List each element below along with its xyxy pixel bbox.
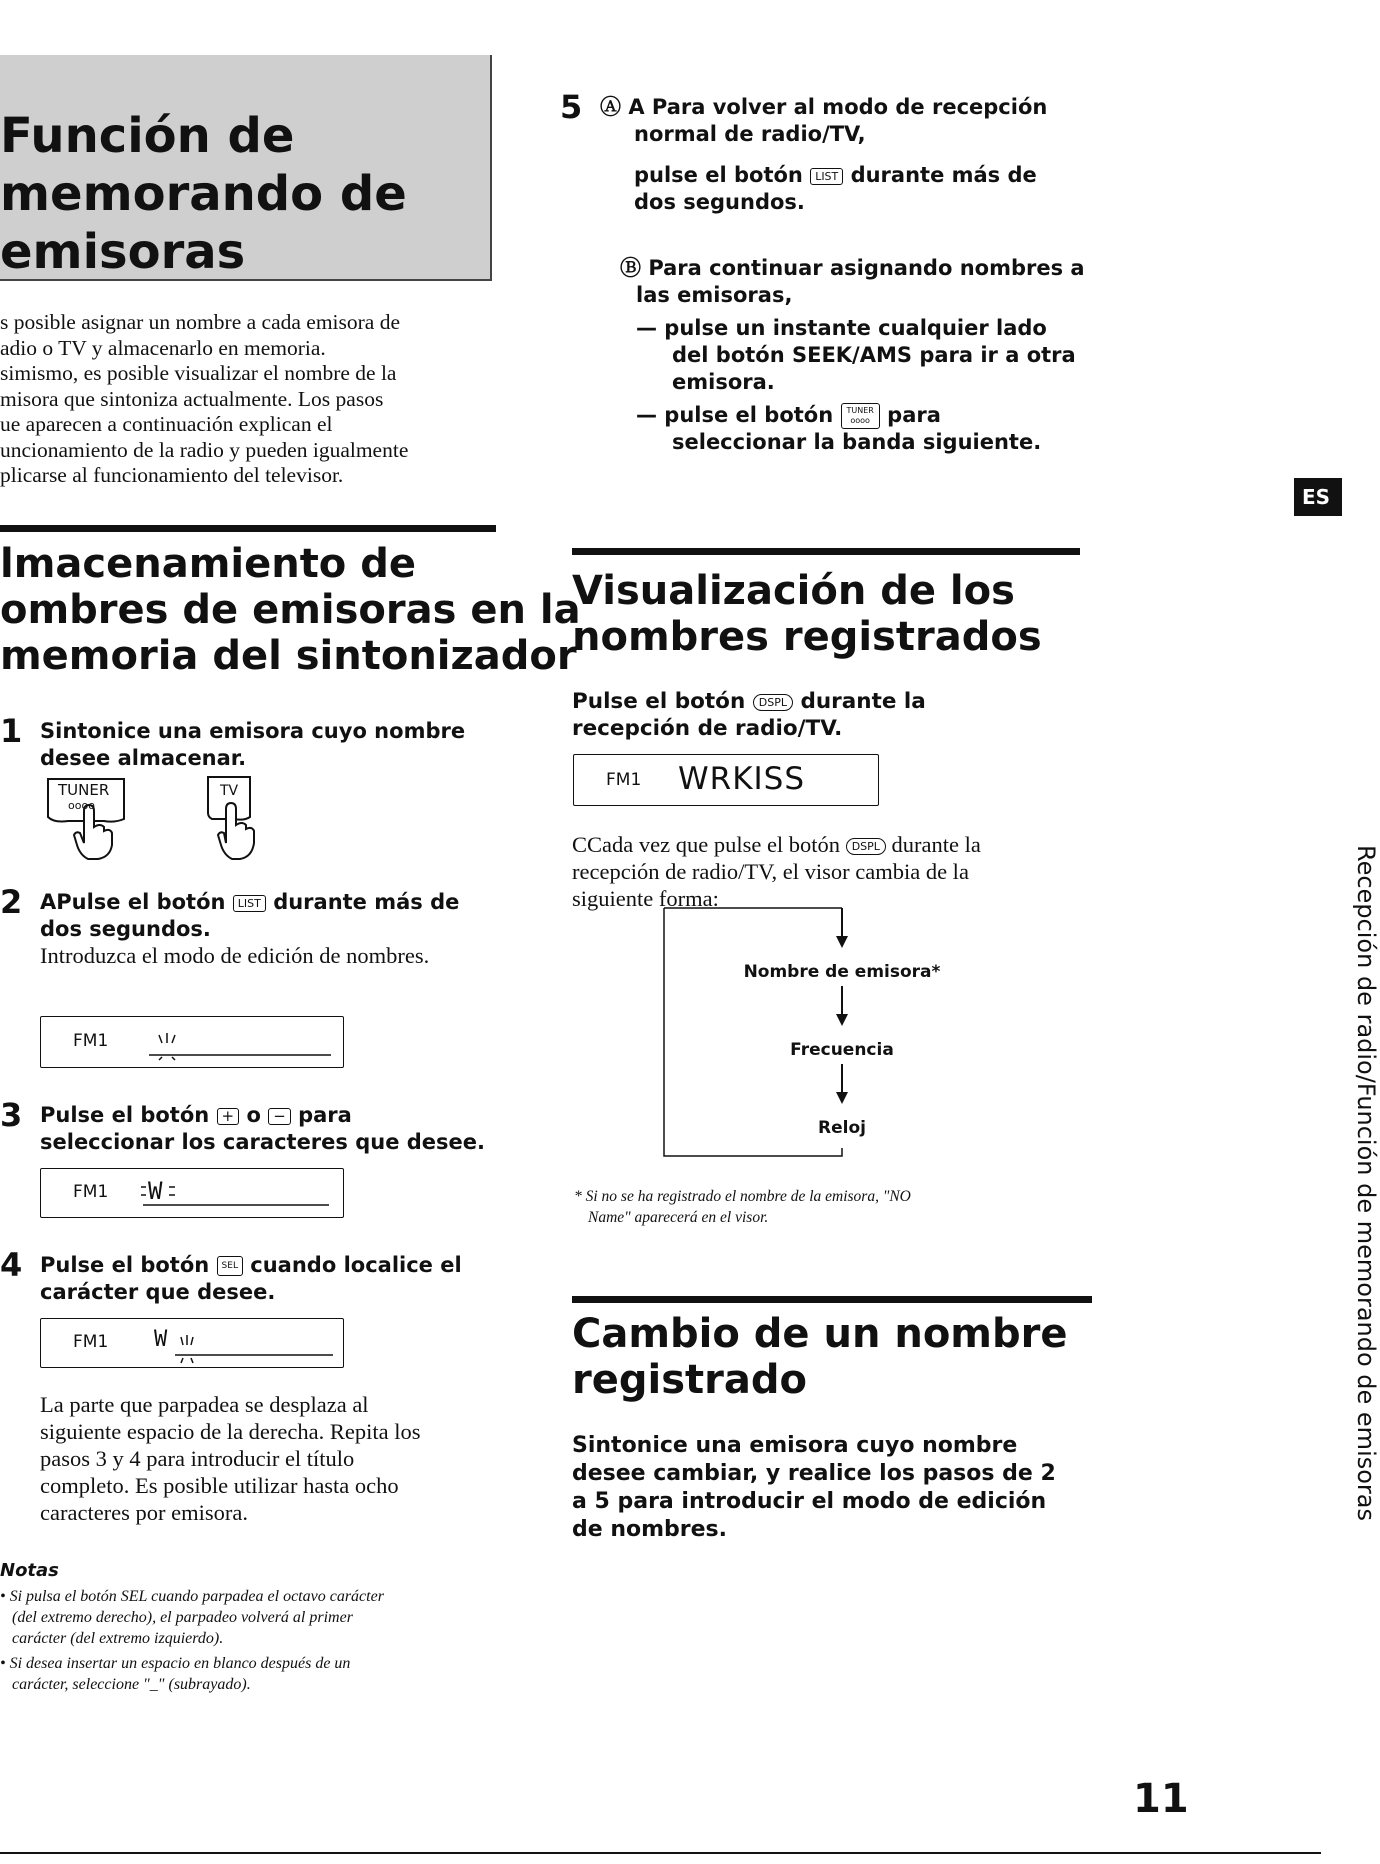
step-number-4: 4 bbox=[0, 1246, 23, 1284]
view-desc-text: durante la bbox=[891, 832, 981, 857]
step4-desc-line: pasos 3 y 4 para introducir el título bbox=[40, 1446, 355, 1471]
circled-b-icon: Ⓑ bbox=[620, 256, 641, 280]
step5a-text: pulse el botón bbox=[634, 163, 803, 187]
step5a-line: A Para volver al modo de recepción bbox=[628, 95, 1048, 119]
section-rule bbox=[0, 525, 496, 532]
title-line-1: Función de bbox=[0, 108, 295, 164]
intro-line: misora que sintoniza actualmente. Los pasos bbox=[0, 386, 384, 411]
display-band: FM1 bbox=[73, 1332, 109, 1352]
footnote-line: * Si no se ha registrado el nombre de la emisora, "NO bbox=[574, 1188, 911, 1205]
display-step4 bbox=[40, 1318, 344, 1368]
blink-cursor-icon bbox=[171, 1325, 341, 1365]
section-heading-view bbox=[572, 568, 1042, 660]
change-line: a 5 para introducir el modo de edición bbox=[572, 1489, 1047, 1514]
section-heading-store bbox=[0, 541, 581, 679]
display-band: FM1 bbox=[606, 770, 642, 790]
step4-desc-line: caracteres por emisora. bbox=[40, 1500, 249, 1525]
step1-line: desee almacenar. bbox=[40, 746, 247, 770]
minus-key-icon: − bbox=[268, 1108, 291, 1125]
page-title bbox=[0, 107, 407, 281]
display-step3 bbox=[40, 1168, 344, 1218]
step4-instruction bbox=[40, 1252, 462, 1306]
sel-key-icon: SEL bbox=[217, 1256, 243, 1276]
step4-desc-line: La parte que parpadea se desplaza al bbox=[40, 1392, 369, 1417]
note-line: • Si pulsa el botón SEL cuando parpadea el octavo carácter bbox=[0, 1588, 384, 1605]
note-line: carácter, seleccione "_" (subrayado). bbox=[12, 1676, 251, 1693]
blink-char-icon bbox=[137, 1175, 337, 1211]
step4-text: cuando localice el bbox=[250, 1253, 462, 1277]
flow-station-name: Nombre de emisora* bbox=[743, 962, 941, 982]
view-text: Pulse el botón bbox=[572, 689, 746, 714]
title-box bbox=[0, 55, 492, 281]
intro-line: uncionamiento de la radio y pueden igualmente bbox=[0, 437, 409, 462]
tuner-sublabel: oooo bbox=[68, 799, 95, 812]
step5b-dash-line: — pulse un instante cualquier lado bbox=[636, 316, 1047, 340]
step2-instruction bbox=[40, 889, 459, 943]
blink-cursor-icon bbox=[141, 1027, 341, 1061]
step5b-line: las emisoras, bbox=[636, 283, 793, 307]
step2-text: APulse el botón bbox=[40, 890, 226, 914]
view-desc-text: siguiente forma: bbox=[572, 886, 719, 911]
intro-line: adio o TV y almacenarlo en memoria. bbox=[0, 335, 326, 360]
tuner-key-icon bbox=[841, 403, 880, 429]
display-view bbox=[573, 754, 879, 806]
step3-text: seleccionar los caracteres que desee. bbox=[40, 1130, 485, 1154]
section-rule bbox=[572, 1296, 1092, 1303]
step5a-text: dos segundos. bbox=[634, 190, 805, 214]
tuner-label: TUNER bbox=[58, 781, 110, 799]
view-desc-text: CCada vez que pulse el botón bbox=[572, 832, 841, 857]
tv-label: TV bbox=[220, 783, 239, 799]
step4-description bbox=[40, 1391, 420, 1526]
tuner-key-top: TUNER bbox=[846, 406, 874, 415]
change-line: Sintonice una emisora cuyo nombre bbox=[572, 1433, 1018, 1458]
step4-text: carácter que desee. bbox=[40, 1280, 276, 1304]
view-instruction bbox=[572, 688, 926, 742]
section-rule bbox=[572, 548, 1080, 555]
display-char: W bbox=[154, 1327, 168, 1352]
intro-paragraph bbox=[0, 310, 520, 489]
step2-text: durante más de bbox=[273, 890, 460, 914]
display-band: FM1 bbox=[73, 1182, 109, 1202]
notes-list bbox=[0, 1586, 384, 1695]
language-badge: ES bbox=[1294, 478, 1342, 516]
step5a-text: durante más de bbox=[850, 163, 1037, 187]
flow-clock: Reloj bbox=[818, 1118, 866, 1138]
view-description bbox=[572, 831, 981, 912]
step5a-line: normal de radio/TV, bbox=[634, 122, 866, 146]
step2-description: Introduzca el modo de edición de nombres. bbox=[40, 943, 430, 968]
intro-line: ue aparecen a continuación explican el bbox=[0, 412, 333, 436]
intro-line: plicarse al funcionamiento del televisor. bbox=[0, 463, 344, 487]
step-number-2: 2 bbox=[0, 883, 23, 921]
section-heading-change bbox=[572, 1311, 1067, 1403]
step5b-line: Para continuar asignando nombres a bbox=[648, 256, 1085, 280]
tv-button-illustration bbox=[204, 773, 264, 863]
step5b-dash-line: del botón SEEK/AMS para ir a otra bbox=[672, 343, 1076, 367]
display-band: FM1 bbox=[73, 1031, 109, 1051]
step2-text: dos segundos. bbox=[40, 917, 211, 941]
view-footnote bbox=[574, 1186, 911, 1228]
footnote-line: Name" aparecerá en el visor. bbox=[588, 1209, 769, 1226]
title-line-3: emisoras bbox=[0, 224, 246, 280]
heading-line: Cambio de un nombre bbox=[572, 1311, 1068, 1357]
heading-line: lmacenamiento de bbox=[0, 541, 416, 587]
list-key-icon: LIST bbox=[233, 895, 266, 912]
change-line: de nombres. bbox=[572, 1517, 727, 1542]
note-line: • Si desea insertar un espacio en blanco después de un bbox=[0, 1655, 351, 1672]
plus-key-icon: + bbox=[217, 1108, 240, 1125]
step-number-3: 3 bbox=[0, 1096, 23, 1134]
heading-line: nombres registrados bbox=[572, 614, 1042, 660]
step4-desc-line: completo. Es posible utilizar hasta ocho bbox=[40, 1473, 399, 1498]
step5b-text: — pulse el botón bbox=[636, 403, 834, 427]
circled-a-icon: Ⓐ bbox=[600, 95, 621, 119]
step4-text: Pulse el botón bbox=[40, 1253, 210, 1277]
step5b-text: para bbox=[887, 403, 941, 427]
tuner-button-illustration bbox=[44, 773, 128, 863]
page-number: 11 bbox=[1133, 1776, 1189, 1822]
heading-line: registrado bbox=[572, 1357, 807, 1403]
side-section-label: Recepción de radio/Función de memorando de emisoras bbox=[1352, 845, 1380, 1521]
step3-text: Pulse el botón bbox=[40, 1103, 210, 1127]
list-key-icon: LIST bbox=[810, 168, 843, 185]
display-cycle-diagram bbox=[664, 908, 944, 1158]
step5a bbox=[600, 94, 1047, 216]
intro-line: simismo, es posible visualizar el nombre de la bbox=[0, 361, 397, 385]
intro-line: s posible asignar un nombre a cada emisora de bbox=[0, 310, 401, 334]
tuner-key-bottom: oooo bbox=[850, 416, 870, 425]
notes-title: Notas bbox=[0, 1560, 59, 1581]
dspl-key-icon: DSPL bbox=[846, 838, 886, 855]
step3-text: para bbox=[298, 1103, 352, 1127]
step1-instruction bbox=[40, 718, 465, 772]
display-name: WRKISS bbox=[678, 761, 806, 797]
view-text: recepción de radio/TV. bbox=[572, 716, 843, 741]
view-desc-text: recepción de radio/TV, el visor cambia de la bbox=[572, 859, 969, 884]
step5b-dash-line: emisora. bbox=[672, 370, 775, 394]
step5b-text: seleccionar la banda siguiente. bbox=[672, 430, 1042, 454]
display-char: W bbox=[148, 1177, 163, 1205]
step-number-5: 5 bbox=[560, 88, 583, 126]
step-number-1: 1 bbox=[0, 712, 23, 750]
step3-text: o bbox=[246, 1103, 261, 1127]
display-step2 bbox=[40, 1016, 344, 1068]
note-line: (del extremo derecho), el parpadeo volverá al primer bbox=[12, 1609, 353, 1626]
change-instruction bbox=[572, 1432, 1056, 1544]
flow-frequency: Frecuencia bbox=[790, 1040, 894, 1060]
step5b bbox=[620, 255, 1085, 456]
heading-line: memoria del sintonizador bbox=[0, 633, 577, 679]
change-line: desee cambiar, y realice los pasos de 2 bbox=[572, 1461, 1056, 1486]
heading-line: ombres de emisoras en la bbox=[0, 587, 581, 633]
heading-line: Visualización de los bbox=[572, 568, 1015, 614]
step4-desc-line: siguiente espacio de la derecha. Repita los bbox=[40, 1419, 421, 1444]
dspl-key-icon: DSPL bbox=[753, 694, 793, 711]
step3-instruction bbox=[40, 1102, 485, 1156]
step1-line: Sintonice una emisora cuyo nombre bbox=[40, 719, 466, 743]
bottom-rule bbox=[0, 1852, 1321, 1854]
note-line: carácter (del extremo izquierdo). bbox=[12, 1630, 224, 1647]
title-line-2: memorando de bbox=[0, 166, 407, 222]
view-text: durante la bbox=[800, 689, 926, 714]
